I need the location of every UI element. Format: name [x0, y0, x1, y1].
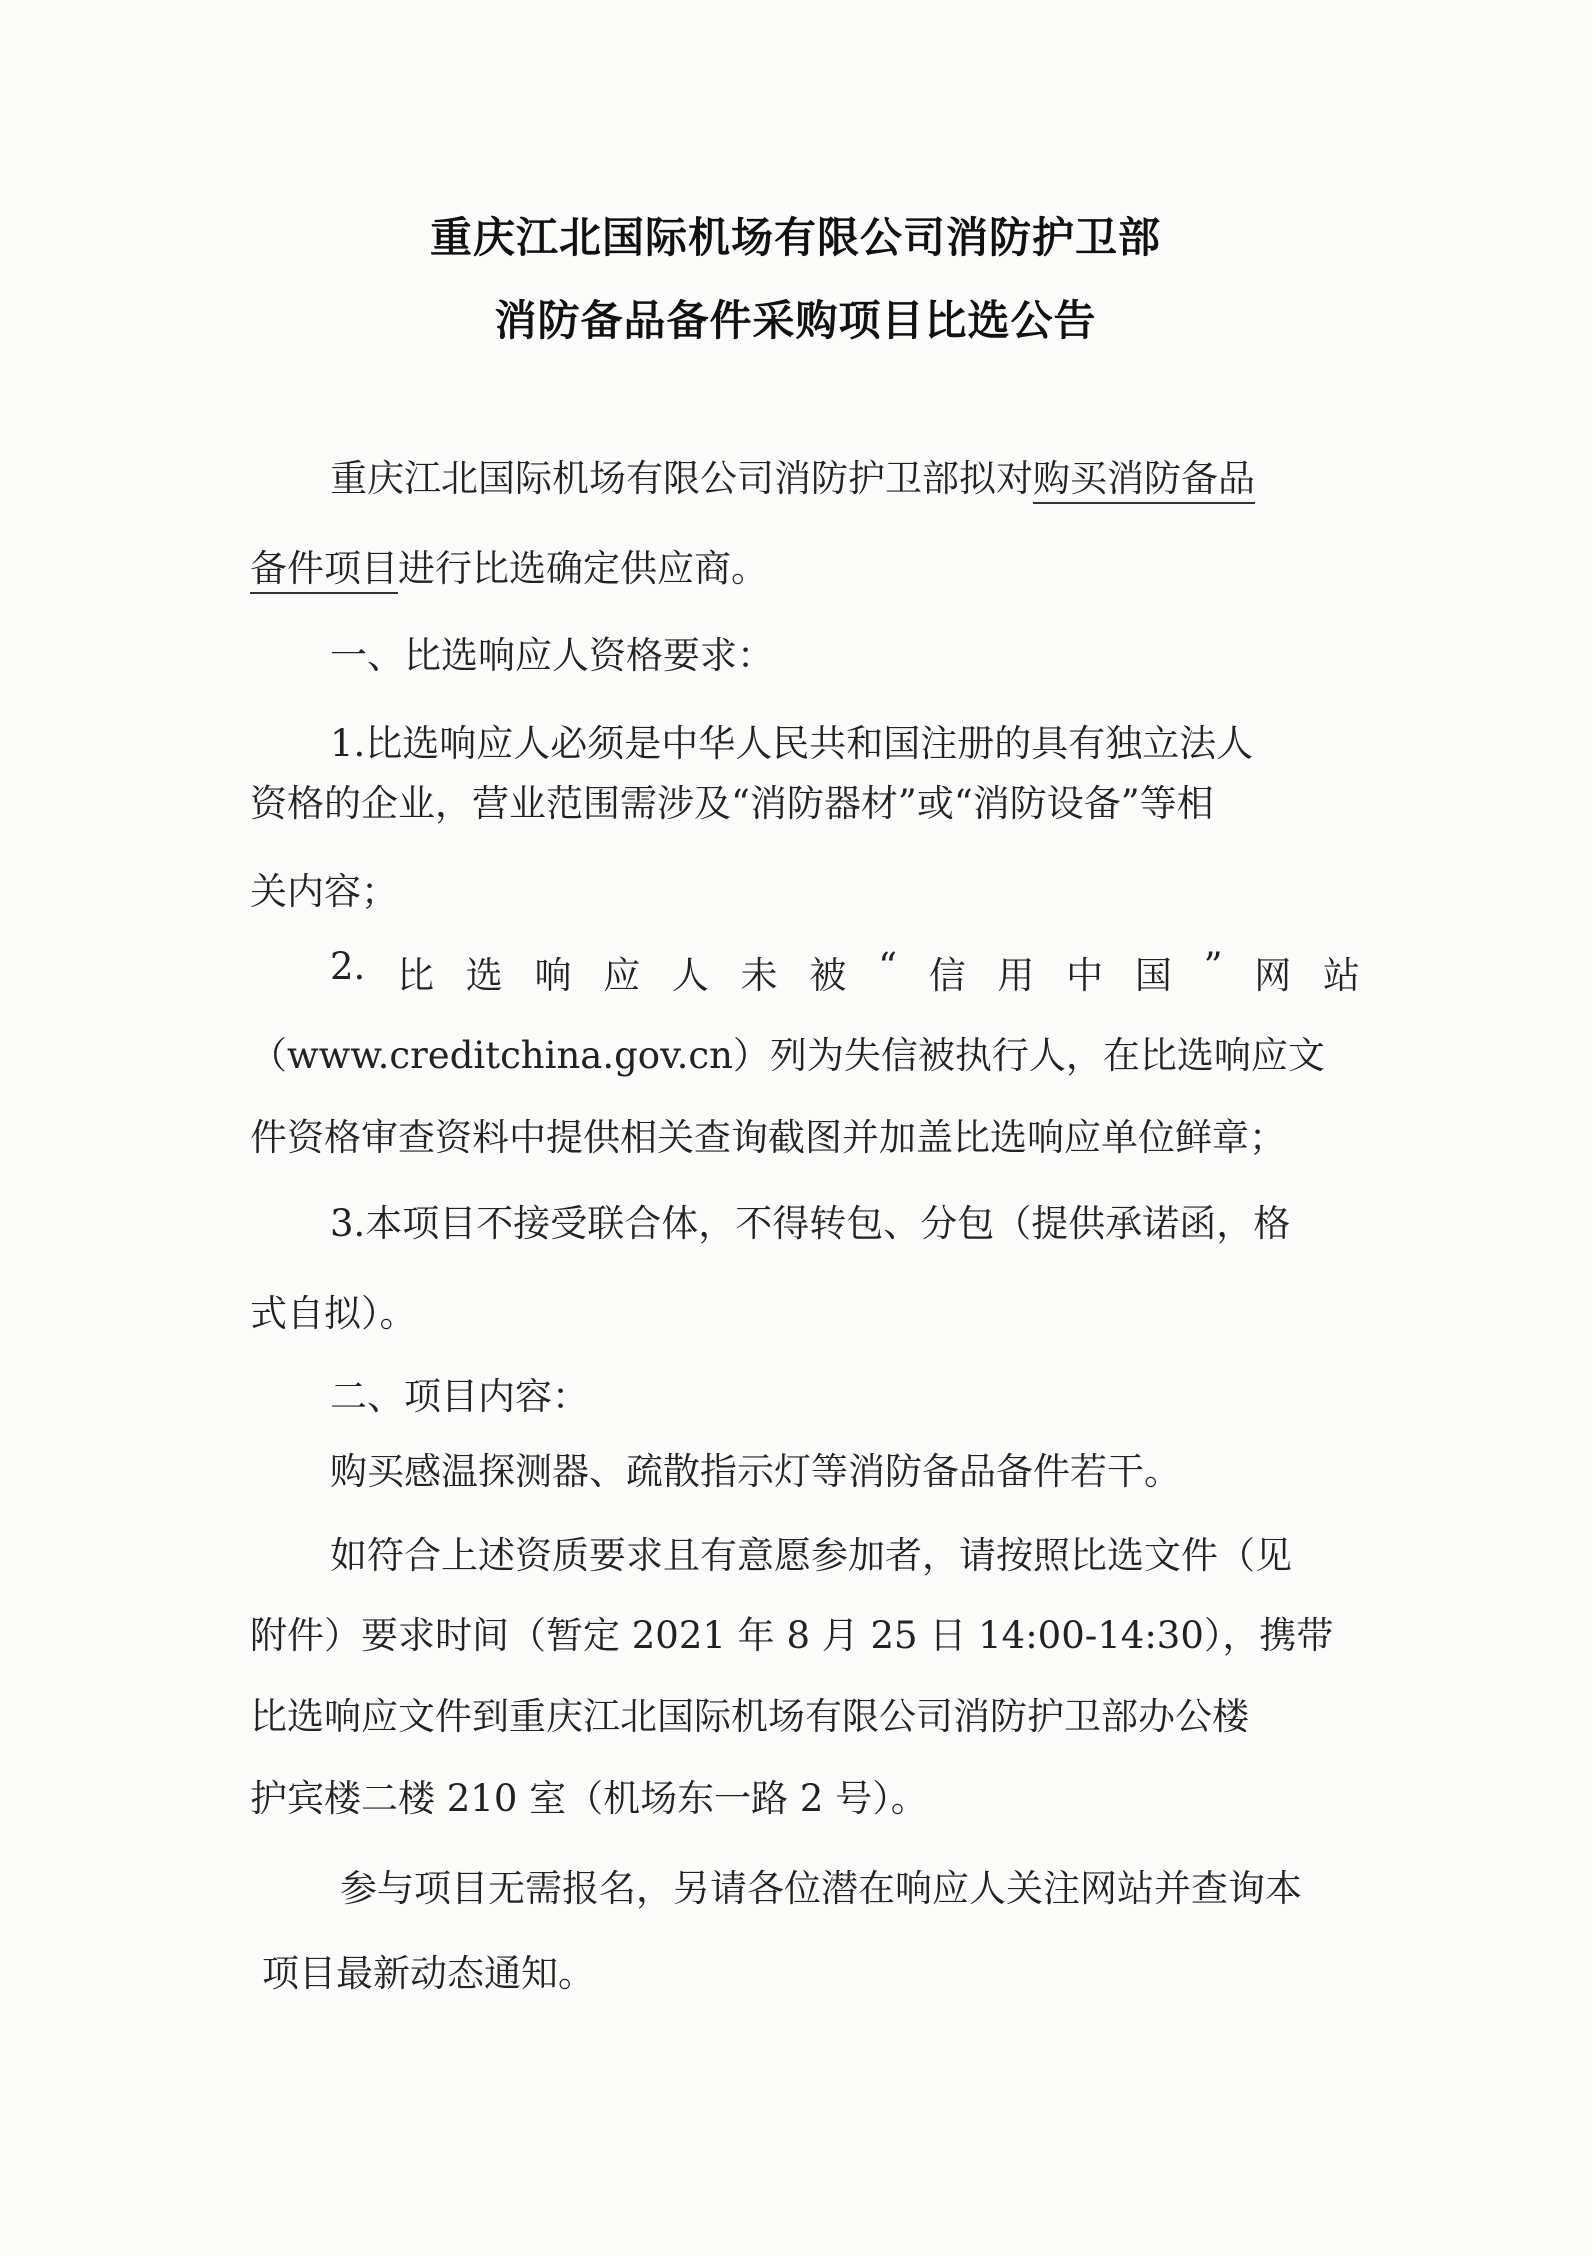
intro-text: 重庆江北国际机场有限公司消防护卫部拟对	[330, 457, 1033, 500]
notice-line-1: 如符合上述资质要求且有意愿参加者，请按照比选文件（见	[330, 1534, 1292, 1577]
req-2-token: 信	[928, 954, 966, 997]
req-2-token: 应	[603, 954, 641, 997]
req-2-token: 响	[534, 954, 572, 997]
req-2-line-1	[330, 945, 1360, 999]
req-2-token: 选	[465, 954, 503, 997]
req-2-line-2: （www.creditchina.gov.cn）列为失信被执行人，在比选响应文	[250, 1034, 1325, 1077]
closing-line-2: 项目最新动态通知。	[262, 1952, 595, 1995]
notice-line-4: 护宾楼二楼 210 室（机场东一路 2 号）。	[250, 1777, 928, 1820]
closing-line-1: 参与项目无需报名，另请各位潜在响应人关注网站并查询本	[340, 1867, 1302, 1910]
req-2-token: 国	[1134, 954, 1172, 997]
intro-line-1	[330, 448, 1440, 502]
req-2-token: 被	[809, 954, 847, 997]
req-2-token: 网	[1254, 954, 1292, 997]
title-line-1: 重庆江北国际机场有限公司消防护卫部	[429, 213, 1161, 262]
req-1-line-1: 1.比选响应人必须是中华人民共和国注册的具有独立法人	[330, 722, 1254, 765]
req-2-token: 2.	[330, 945, 366, 988]
req-2-token: 比	[397, 954, 435, 997]
req-2-token: 中	[1066, 954, 1104, 997]
req-2-token: 未	[740, 954, 778, 997]
req-1-line-2: 资格的企业，营业范围需涉及“消防器材”或“消防设备”等相	[250, 782, 1214, 825]
req-2-line-3: 件资格审查资料中提供相关查询截图并加盖比选响应单位鲜章；	[250, 1116, 1286, 1159]
req-2-token: ”	[1203, 945, 1223, 988]
intro-line-2	[250, 538, 1360, 592]
section-1-heading: 一、比选响应人资格要求：	[330, 634, 774, 677]
req-2-token: 站	[1322, 954, 1360, 997]
req-1-line-3: 关内容；	[250, 870, 398, 913]
intro-underlined-item-cont: 备件项目	[250, 547, 398, 594]
req-2-token: 用	[997, 954, 1035, 997]
req-2-token: 人	[671, 954, 709, 997]
notice-line-3: 比选响应文件到重庆江北国际机场有限公司消防护卫部办公楼	[250, 1695, 1249, 1738]
req-3-line-2: 式自拟）。	[250, 1292, 417, 1335]
notice-line-2: 附件）要求时间（暂定 2021 年 8 月 25 日 14:00-14:30），携带	[250, 1614, 1334, 1657]
section-2-heading: 二、项目内容：	[330, 1375, 589, 1418]
project-content: 购买感温探测器、疏散指示灯等消防备品备件若干。	[330, 1450, 1181, 1493]
req-2-token: “	[878, 945, 897, 988]
intro-underlined-item: 购买消防备品	[1033, 457, 1255, 504]
intro-text-end: 进行比选确定供应商。	[398, 547, 768, 590]
req-3-line-1: 3.本项目不接受联合体，不得转包、分包（提供承诺函，格	[330, 1202, 1291, 1245]
title-line-2: 消防备品备件采购项目比选公告	[494, 296, 1097, 345]
